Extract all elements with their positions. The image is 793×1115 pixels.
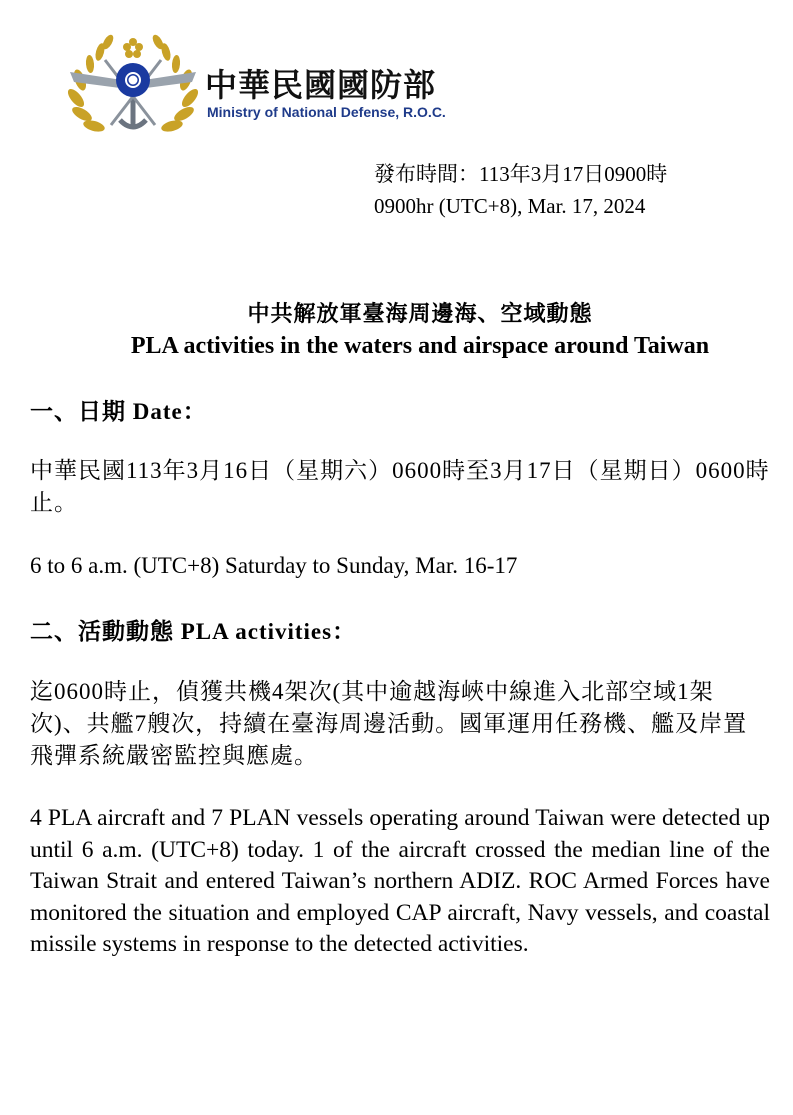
- title-en: PLA activities in the waters and airspace around Taiwan: [130, 333, 710, 359]
- section-activities-heading: 二、活動動態 PLA activities：: [30, 619, 357, 644]
- section-activities-zh: 迄0600時止，偵獲共機4架次(其中逾越海峽中線進入北部空域1架次)、共艦7艘次，持續在臺海周邊活動。國軍運用任務機、艦及岸置飛彈系統嚴密監控與應處。: [30, 679, 748, 768]
- release-time-en: 0900hr (UTC+8), Mar. 17, 2024: [374, 194, 646, 218]
- section-activities-en: 4 PLA aircraft and 7 PLAN vessels operating around Taiwan were detected up until 6 a.m. (UTC+8) today. 1 of the aircraft crossed the median line of the Taiwan Strait and entered Taiwan’s northern ADIZ. ROC Armed Forces have monitored the situation and employed CAP aircraft, Navy vessels, and coastal missile systems in response to the detected activities.: [30, 805, 770, 957]
- document-title: [0, 298, 793, 362]
- section-date-zh: 中華民國113年3月16日（星期六）0600時至3月17日（星期日）0600時止。: [30, 458, 770, 515]
- org-name-zh: 中華民國國防部: [205, 66, 437, 104]
- section-date-heading: 一、日期 Date：: [30, 399, 207, 424]
- section-date-en: 6 to 6 a.m. (UTC+8) Saturday to Sunday, Mar. 16-17: [30, 553, 518, 578]
- mnd-emblem-icon: [60, 30, 206, 140]
- release-time-zh: 發布時間：113年3月17日0900時: [374, 162, 668, 186]
- title-zh: 中共解放軍臺海周邊海、空域動態: [247, 301, 593, 326]
- release-time: [374, 158, 667, 222]
- org-name-en: Ministry of National Defense, R.O.C.: [207, 104, 446, 120]
